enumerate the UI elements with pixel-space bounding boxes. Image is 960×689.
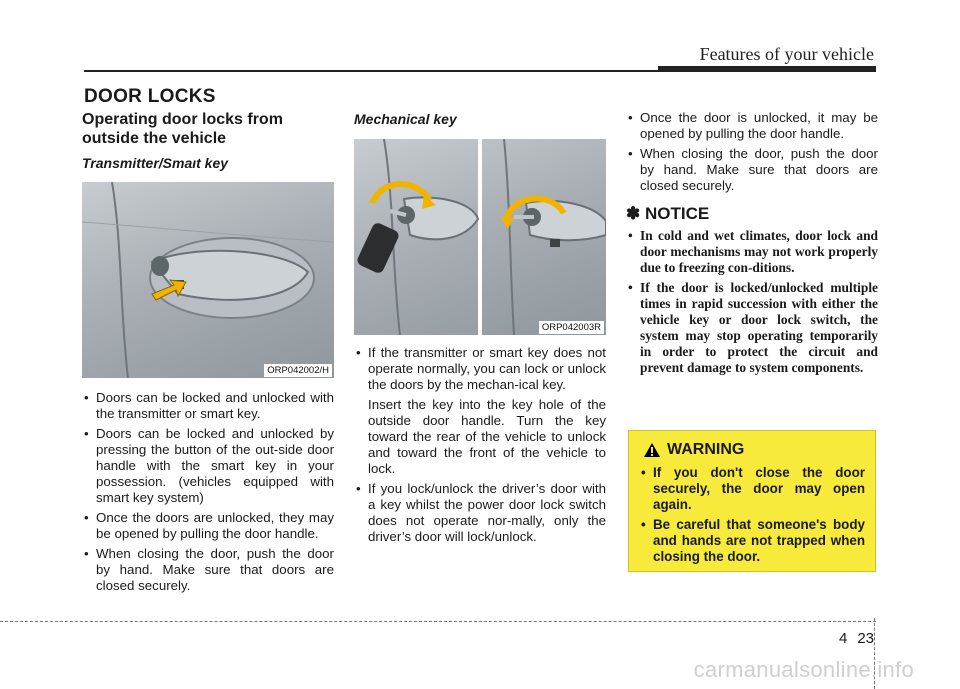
warning-header	[643, 441, 865, 459]
bullet-list	[354, 345, 606, 545]
column-1	[82, 110, 334, 598]
warning-item: • Be careful that someone's body and hands are not trapped when closing the door.	[639, 517, 865, 565]
list-item: • Once the doors are unlocked, they may be opened by pulling the door handle.	[82, 510, 334, 542]
door-handle-illustration	[82, 182, 334, 378]
notice-item: • If the door is locked/unlocked multiple times in rapid succession with either the vehicle key or door lock switch, the system may stop operating temporarily in order to protect the circuit and prevent damage to system components.	[626, 280, 878, 376]
section-title: DOOR LOCKS	[84, 86, 216, 107]
column-2	[354, 110, 606, 549]
notice-title: ✽ NOTICE	[626, 204, 710, 223]
footer-rule	[0, 621, 876, 622]
header-title: Features of your vehicle	[699, 44, 874, 64]
notice-list	[626, 228, 878, 376]
list-item: • If the transmitter or smart key does not operate normally, you can lock or unlock the doors by the mechan-ical key.	[354, 345, 606, 393]
door-handle-photo	[82, 182, 334, 378]
image-caption: ORP042003R	[539, 321, 604, 334]
page-number-value: 23	[857, 630, 874, 647]
image-caption: ORP042002/H	[264, 364, 332, 377]
bullet-list	[82, 390, 334, 594]
header-rule-accent	[658, 66, 876, 72]
notice-item: • In cold and wet climates, door lock and door mechanisms may not work properly due to freezing con-ditions.	[626, 228, 878, 276]
warning-list	[639, 465, 865, 565]
watermark: carmanualsonline.info	[693, 657, 914, 682]
subheading-mechanical-key: Mechanical key	[354, 111, 457, 127]
subheading-transmitter: Transmitter/Smaıt key	[82, 155, 229, 171]
mechanical-key-illustration	[354, 139, 606, 335]
list-item: • When closing the door, push the door by hand. Make sure that doors are closed securely.	[626, 146, 878, 194]
list-item: • Doors can be locked and unlocked by pressing the button of the out-side door handle with the smart key in your possession. (vehicles equipped with smart key system)	[82, 426, 334, 506]
column-3	[626, 110, 878, 380]
warning-box	[628, 430, 876, 572]
chapter-number: 4	[838, 630, 848, 647]
page-number	[839, 630, 874, 647]
list-item: • Once the door is unlocked, it may be opened by pulling the door handle.	[626, 110, 878, 142]
heading-outside-operation: Operating door locks from outside the vehicle	[82, 111, 283, 147]
list-item: • If you lock/unlock the driver’s door with a key whilst the power door lock switch does not operate nor-mally, only the driver’s door will lock/unlock.	[354, 481, 606, 545]
mechanical-key-photo	[354, 139, 606, 335]
warning-item: • If you don't close the door securely, the door may open again.	[639, 465, 865, 513]
list-item-continuation: Insert the key into the key hole of the outside door handle. Turn the key toward the rear of the vehicle to unlock and toward the front of the vehicle to lock.	[368, 397, 606, 476]
warning-triangle-icon	[643, 442, 661, 458]
list-item: • Doors can be locked and unlocked with the transmitter or smart key.	[82, 390, 334, 422]
list-item: • When closing the door, push the door by hand. Make sure that doors are closed securely.	[82, 546, 334, 594]
warning-title: WARNING	[667, 441, 745, 458]
bullet-list	[626, 110, 878, 194]
